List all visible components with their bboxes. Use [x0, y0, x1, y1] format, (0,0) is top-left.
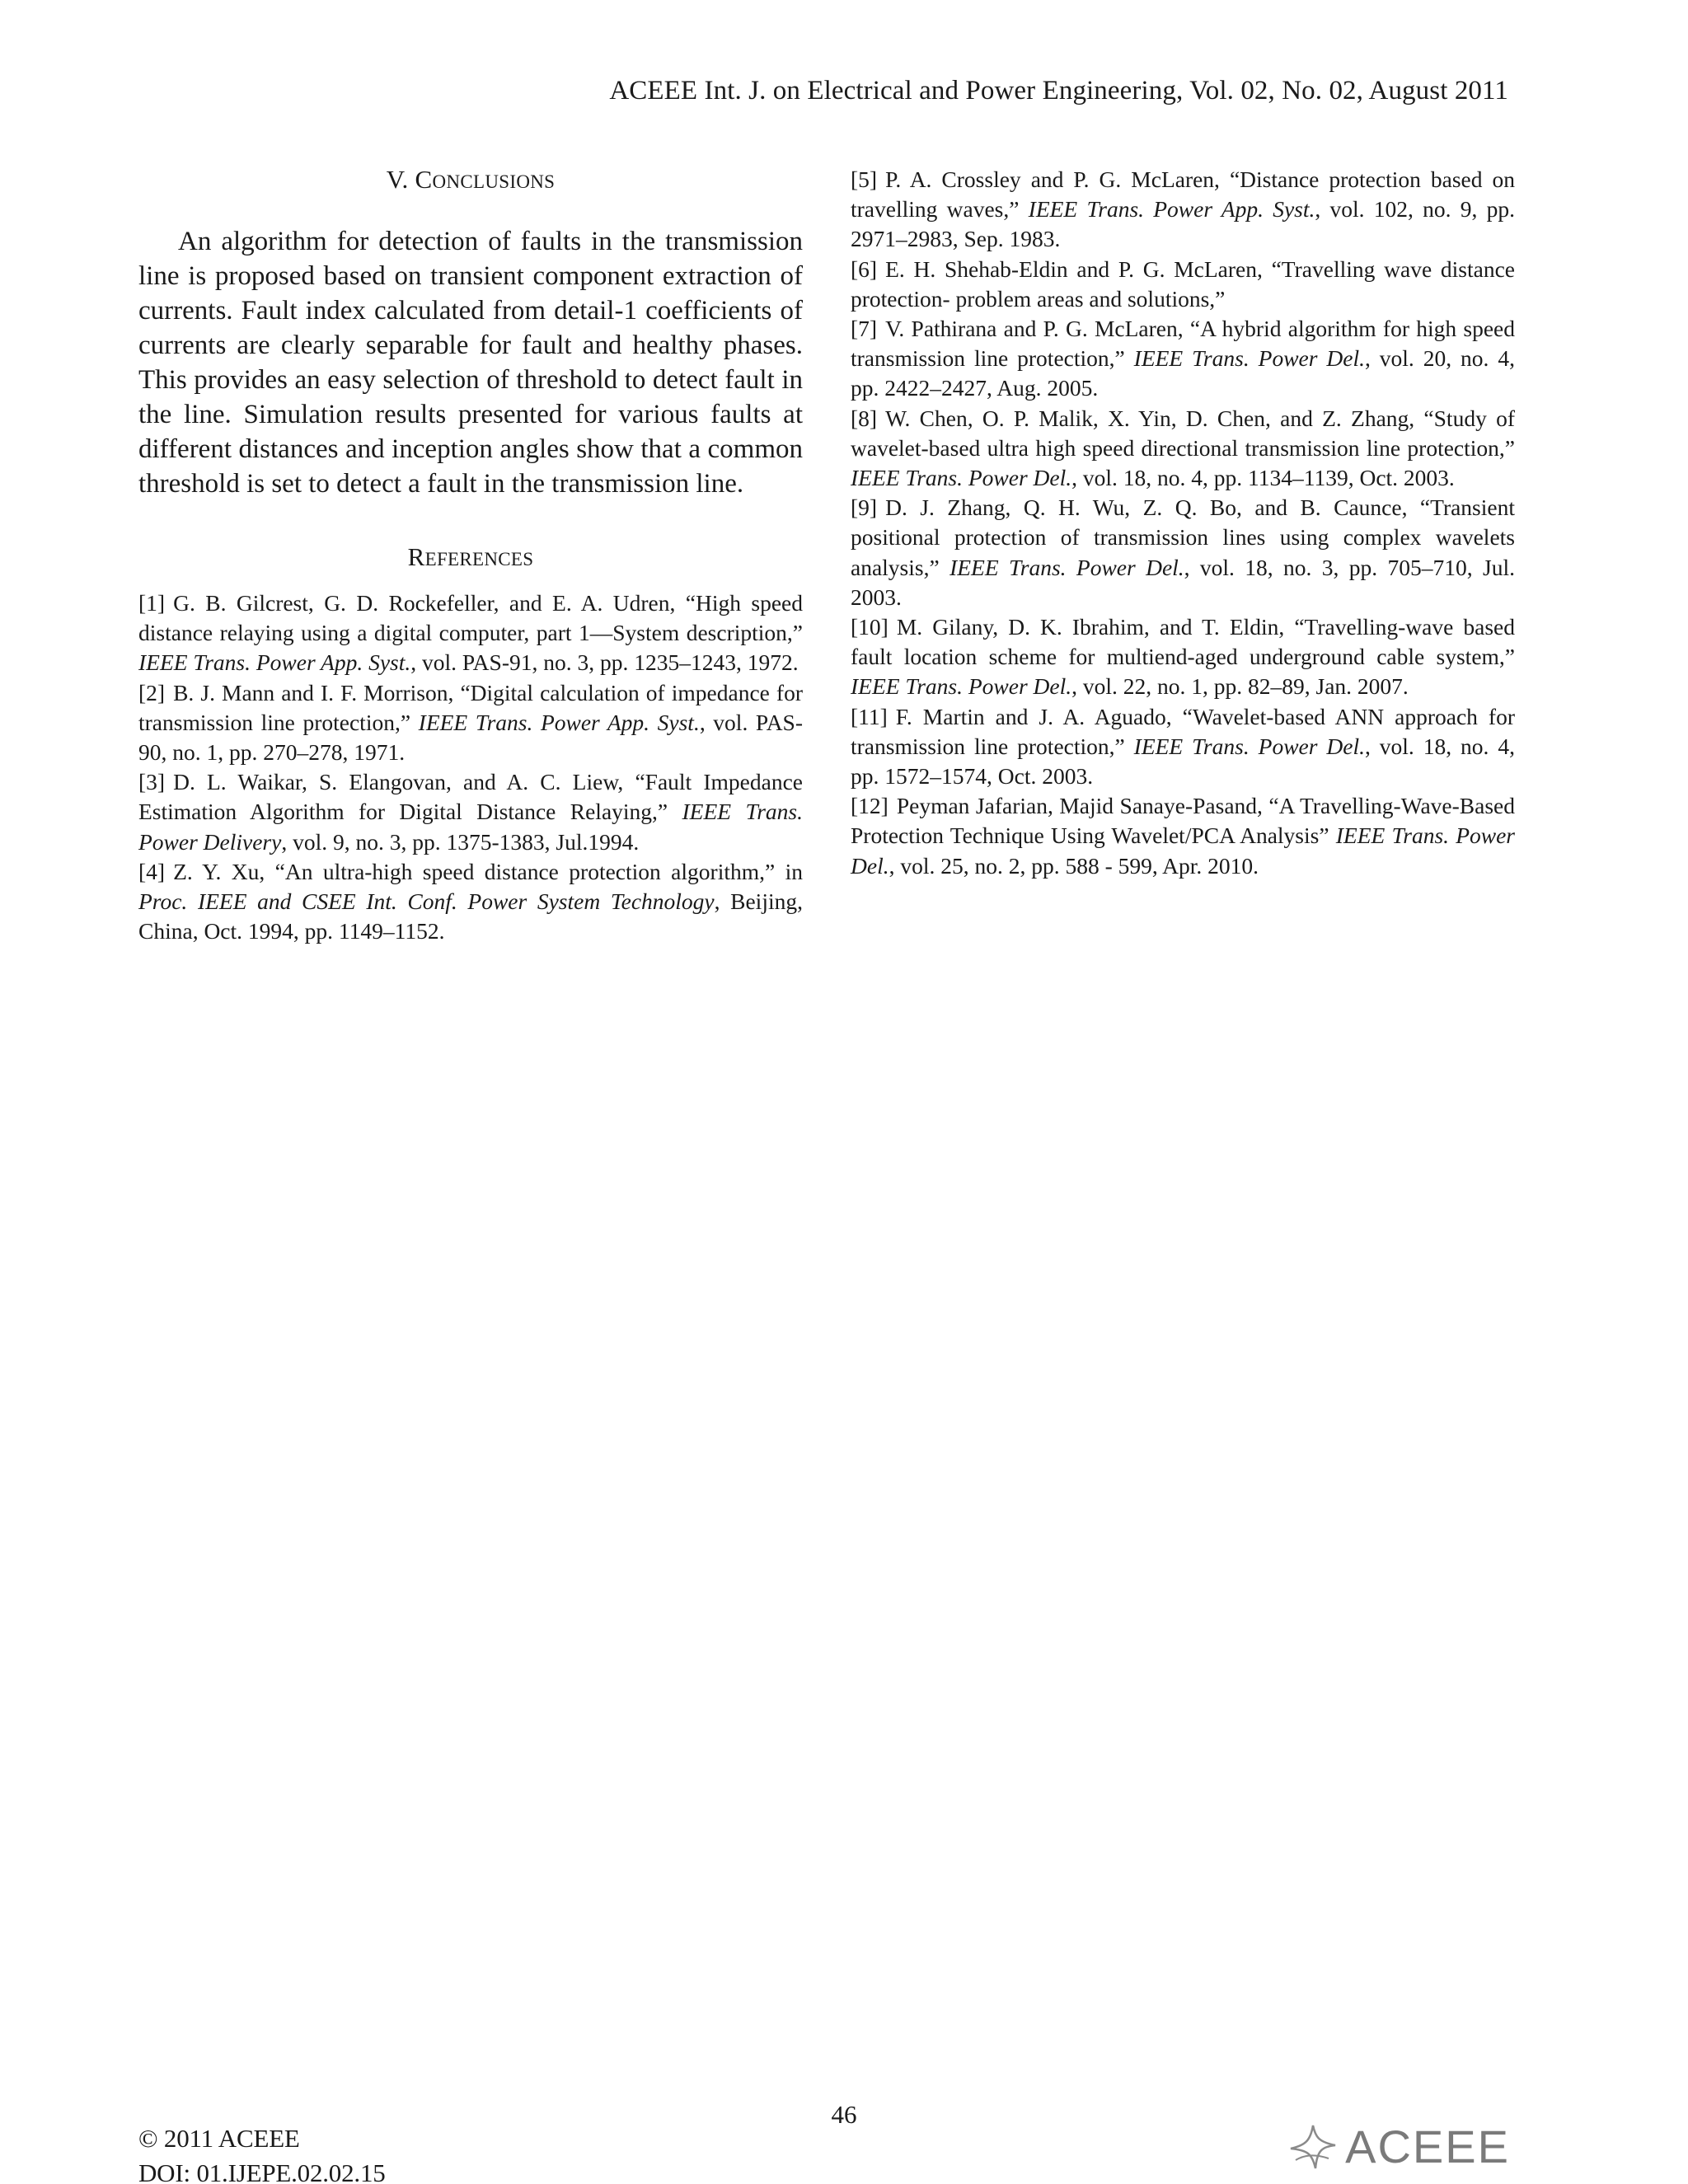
- reference-item: [138, 678, 803, 768]
- references-heading-rest: EFERENCES: [424, 549, 534, 569]
- reference-number: [5]: [851, 166, 878, 192]
- reference-details: , vol. 102, no. 9, pp. 2971–2983, Sep. 1983.: [851, 196, 1516, 252]
- reference-venue: IEEE Trans. Power Del.: [950, 554, 1184, 580]
- right-column: [851, 165, 1515, 881]
- reference-details: , vol. 18, no. 4, pp. 1134–1139, Oct. 2003.: [1071, 465, 1455, 491]
- reference-text: D. L. Waikar, S. Elangovan, and A. C. Liew, “Fault Impedance Estimation Algorithm for Digital Distance Relaying,”: [138, 769, 803, 825]
- references-heading: [138, 542, 803, 572]
- reference-number: [9]: [851, 494, 878, 521]
- reference-number: [8]: [851, 405, 878, 431]
- reference-number: [11]: [851, 703, 888, 729]
- reference-text: P. A. Crossley and P. G. McLaren, “Distance protection based on travelling waves,”: [851, 166, 1515, 223]
- reference-venue: IEEE Trans. Power Del.: [1133, 733, 1365, 759]
- reference-number: [3]: [138, 769, 166, 795]
- reference-venue: IEEE Trans. Power Del.: [1133, 345, 1365, 372]
- reference-details: , vol. 18, no. 4, pp. 1572–1574, Oct. 2003.: [851, 733, 1515, 790]
- reference-text: W. Chen, O. P. Malik, X. Yin, D. Chen, and Z. Zhang, “Study of wavelet-based ultra high speed directional transmission line protection,”: [851, 405, 1515, 461]
- conclusions-heading-rest: ONCLUSIONS: [432, 171, 556, 192]
- reference-details: , vol. 25, no. 2, pp. 588 - 599, Apr. 2010.: [889, 852, 1259, 879]
- reference-item: [138, 857, 803, 947]
- reference-venue: IEEE Trans. Power Del.: [851, 823, 1515, 879]
- references-list-left: [138, 588, 803, 946]
- reference-details: , vol. 18, no. 3, pp. 705–710, Jul. 2003.: [851, 554, 1515, 610]
- reference-item: [851, 404, 1515, 494]
- reference-venue: IEEE Trans. Power Delivery: [138, 799, 804, 855]
- reference-number: [6]: [851, 255, 878, 282]
- reference-venue: Proc. IEEE and CSEE Int. Conf. Power System Technology: [138, 888, 715, 915]
- reference-item: [851, 314, 1515, 404]
- reference-details: , vol. PAS-90, no. 1, pp. 270–278, 1971.: [138, 709, 804, 766]
- page-number: 46: [831, 2100, 857, 2129]
- reference-item: [138, 588, 803, 678]
- reference-venue: IEEE Trans. Power App. Syst.: [418, 709, 700, 735]
- reference-item: [851, 702, 1515, 792]
- reference-number: [2]: [138, 679, 166, 705]
- reference-number: [12]: [851, 793, 889, 819]
- reference-number: [7]: [851, 316, 878, 342]
- reference-item: [851, 255, 1515, 314]
- doi: DOI: 01.IJEPE.02.02.15: [138, 2158, 386, 2184]
- reference-number: [10]: [851, 614, 889, 640]
- conclusions-paragraph: An algorithm for detection of faults in the transmission line is proposed based on transient component extraction of currents. Fault index calculated from detail-1 coefficients of currents are clearly separable for fault and healthy phases. This provides an easy selection of threshold to detect fault in the line. Simulation results presented for various faults at different distances and inception angles show that a common threshold is set to detect a fault in the transmission line.: [138, 227, 803, 499]
- reference-details: , Beijing, China, Oct. 1994, pp. 1149–1152.: [138, 888, 803, 944]
- footer-info: [138, 2121, 386, 2184]
- reference-text: G. B. Gilcrest, G. D. Rockefeller, and E. A. Udren, “High speed distance relaying using a digital computer, part 1—System description,”: [138, 590, 803, 646]
- reference-text: B. J. Mann and I. F. Morrison, “Digital calculation of impedance for transmission line protection,”: [138, 679, 803, 735]
- logo-wordmark: ACEEE: [1345, 2121, 1510, 2172]
- reference-item: [851, 791, 1515, 881]
- reference-text: M. Gilany, D. K. Ibrahim, and T. Eldin, “Travelling-wave based fault location scheme for multiend-aged underground cable system,”: [851, 614, 1515, 670]
- star-swirl-icon: [1286, 2122, 1340, 2172]
- reference-venue: IEEE Trans. Power App. Syst.: [138, 649, 411, 676]
- reference-venue: IEEE Trans. Power App. Syst.: [1028, 196, 1315, 223]
- reference-text: V. Pathirana and P. G. McLaren, “A hybrid algorithm for high speed transmission line protection,”: [851, 316, 1515, 372]
- reference-text: F. Martin and J. A. Aguado, “Wavelet-based ANN approach for transmission line protection,”: [851, 703, 1515, 759]
- reference-item: [851, 165, 1515, 255]
- reference-text: D. J. Zhang, Q. H. Wu, Z. Q. Bo, and B. Caunce, “Transient positional protection of transmission lines using complex wavelets analysis,”: [851, 494, 1515, 580]
- left-column: [138, 165, 803, 946]
- reference-item: [851, 612, 1515, 702]
- reference-venue: IEEE Trans. Power Del.: [851, 465, 1072, 491]
- conclusions-heading-initial: V. C: [386, 165, 433, 194]
- references-heading-initial: R: [407, 542, 425, 571]
- reference-text: Z. Y. Xu, “An ultra-high speed distance protection algorithm,” in: [173, 858, 803, 884]
- references-list-right: [851, 165, 1515, 881]
- reference-venue: IEEE Trans. Power Del.: [851, 673, 1072, 700]
- aceee-logo: [1286, 2120, 1510, 2173]
- conclusions-heading: [138, 165, 803, 194]
- reference-number: [1]: [138, 590, 166, 616]
- reference-text: E. H. Shehab-Eldin and P. G. McLaren, “Travelling wave distance protection- problem areas and solutions,”: [851, 255, 1515, 312]
- reference-details: , vol. 22, no. 1, pp. 82–89, Jan. 2007.: [1071, 673, 1409, 700]
- reference-text: Peyman Jafarian, Majid Sanaye-Pasand, “A Travelling-Wave-Based Protection Technique Using Wavelet/PCA Analysis”: [851, 793, 1515, 849]
- reference-details: , vol. 20, no. 4, pp. 2422–2427, Aug. 2005.: [851, 345, 1515, 401]
- reference-number: [4]: [138, 858, 166, 884]
- reference-details: , vol. 9, no. 3, pp. 1375-1383, Jul.1994.: [281, 828, 640, 855]
- running-header: ACEEE Int. J. on Electrical and Power Engineering, Vol. 02, No. 02, August 2011: [609, 76, 1508, 105]
- reference-details: , vol. PAS-91, no. 3, pp. 1235–1243, 1972.: [410, 649, 799, 676]
- reference-item: [851, 493, 1515, 612]
- copyright-notice: © 2011 ACEEE: [138, 2124, 300, 2153]
- reference-item: [138, 767, 803, 857]
